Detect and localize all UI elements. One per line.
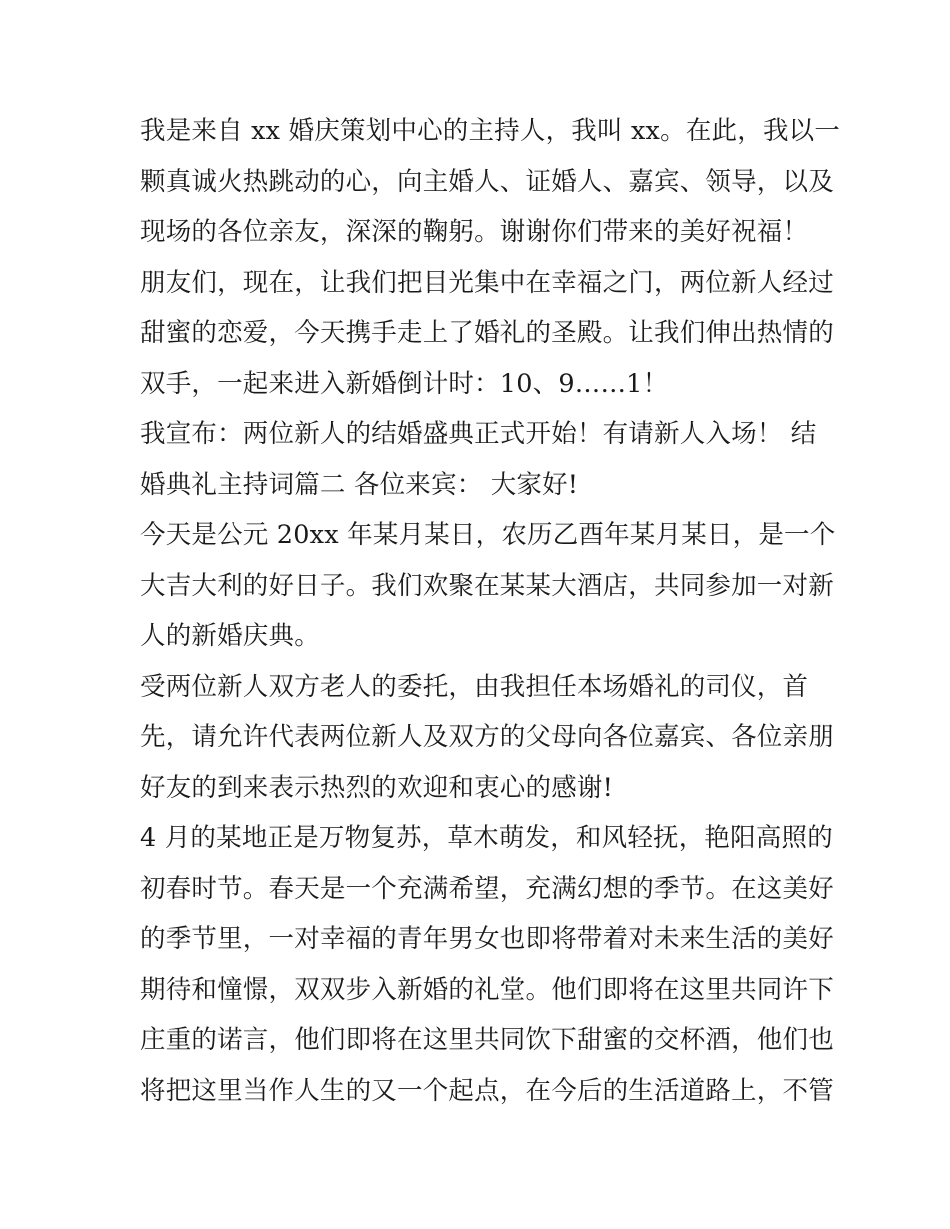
text-line-2: 颗真诚火热跳动的心，向主婚人、证婚人、嘉宾、领导，以及 [140,166,834,197]
text-line-1: 我是来自 xx 婚庆策划中心的主持人，我叫 xx。在此，我以一 [140,116,841,146]
text-line-15: 4 月的某地正是万物复苏，草木萌发，和风轻抚，艳阳高照的 [140,823,833,853]
text-line-19: 庄重的诺言，他们即将在这里共同饮下甜蜜的交杯酒，他们也 [140,1025,834,1055]
text-line-11: 人的新婚庆典。 [140,621,320,651]
text-line-7: 我宣布：两位新人的结婚盛典正式开始！有请新人入场！ 结 [140,419,817,449]
text-line-8: 婚典礼主持词篇二 各位来宾： 大家好! [140,469,579,500]
text-line-10: 大吉大利的好日子。我们欢聚在某某大酒店，共同参加一对新 [140,570,834,601]
text-line-14: 好友的到来表示热烈的欢迎和衷心的感谢! [140,772,614,803]
text-line-18: 期待和憧憬，双双步入新婚的礼堂。他们即将在这里共同许下 [140,974,834,1005]
text-line-4: 朋友们，现在，让我们把目光集中在幸福之门，两位新人经过 [140,267,834,298]
text-line-13: 先，请允许代表两位新人及双方的父母向各位嘉宾、各位亲朋 [140,722,834,752]
document-body-text [140,106,841,1116]
text-line-3: 现场的各位亲友，深深的鞠躬。谢谢你们带来的美好祝福！ [140,217,809,247]
text-line-5: 甜蜜的恋爱，今天携手走上了婚礼的圣殿。让我们伸出热情的 [140,318,834,348]
text-line-12: 受两位新人双方老人的委托，由我担任本场婚礼的司仪，首 [140,671,809,702]
text-line-16: 初春时节。春天是一个充满希望，充满幻想的季节。在这美好 [140,873,834,904]
text-line-6: 双手，一起来进入新婚倒计时：10、9……1！ [140,368,669,399]
text-line-20: 将把这里当作人生的又一个起点，在今后的生活道路上，不管 [140,1075,834,1106]
text-line-17: 的季节里，一对幸福的青年男女也即将带着对未来生活的美好 [140,924,834,954]
text-line-9: 今天是公元 20xx 年某月某日，农历乙酉年某月某日，是一个 [140,520,836,550]
